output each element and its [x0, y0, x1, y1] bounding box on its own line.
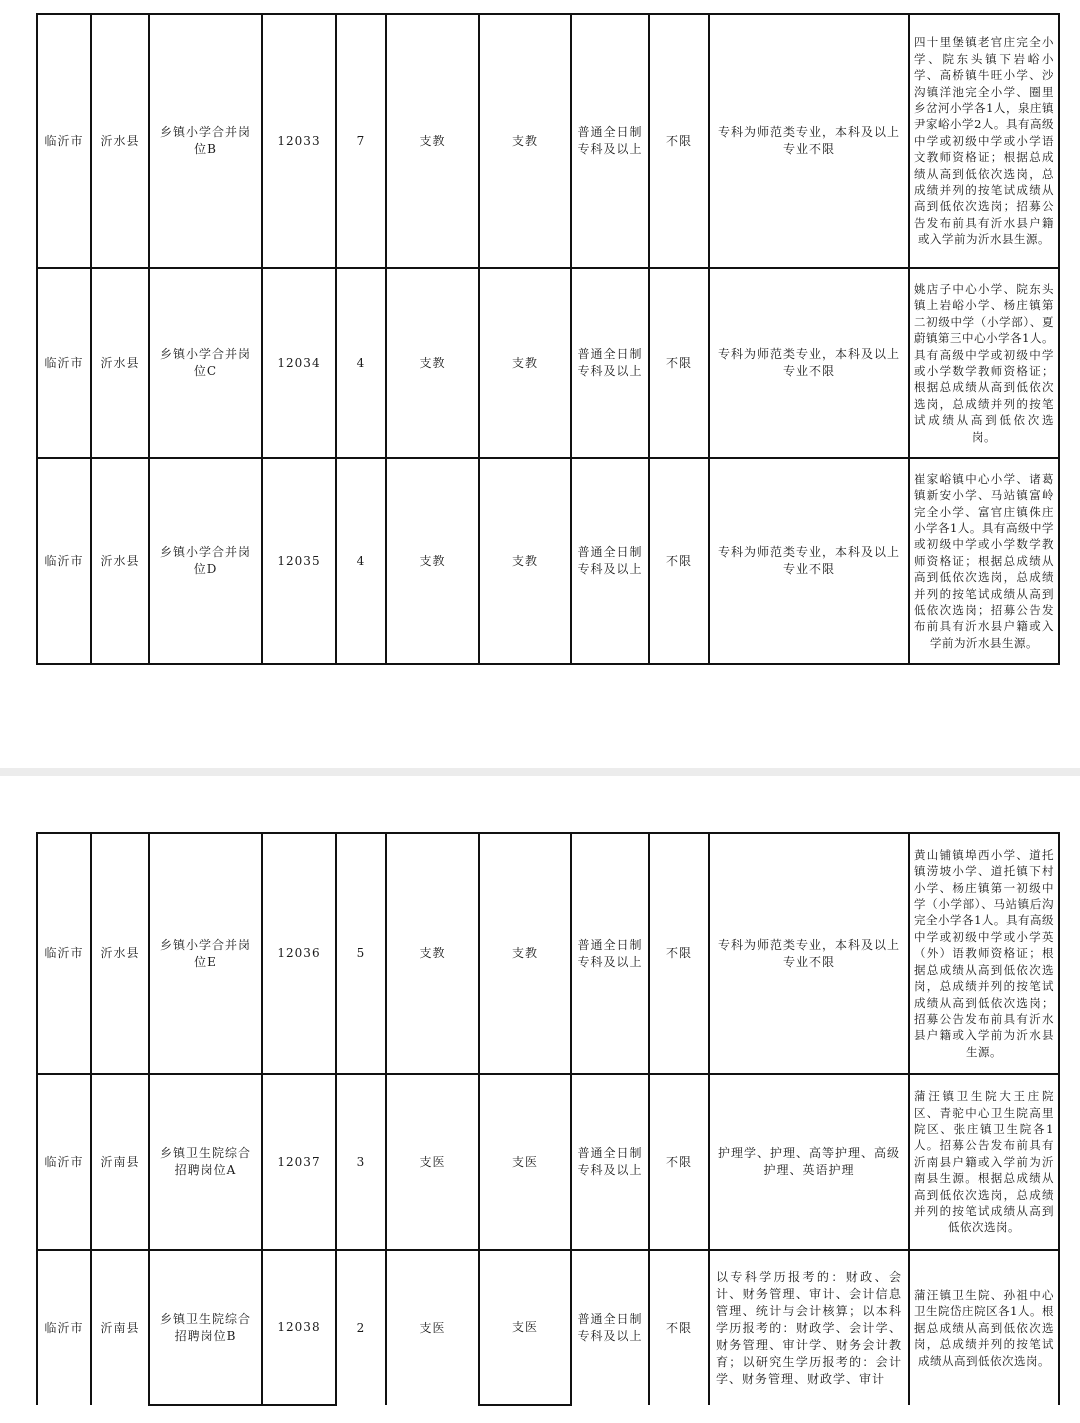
type-cell: 支医	[386, 1074, 479, 1250]
county-cell: 沂水县	[91, 833, 149, 1074]
recruitment-table-1	[36, 13, 1060, 665]
degree-cell: 不限	[649, 833, 709, 1074]
county-cell: 沂水县	[91, 14, 149, 268]
note-cell: 黄山铺镇埠西小学、道托镇涝坡小学、道托镇下村小学、杨庄镇第一初级中学（小学部）、马站镇后沟完全小学各1人。具有高级中学或初级中学或小学英（外）语教师资格证；根据总成绩从高到低依次选岗，总成绩并列的按笔试成绩从高到低依次选岗；招募公告发布前具有沂水县户籍或入学前为沂水县生源。	[909, 833, 1059, 1074]
note-cell: 四十里堡镇老官庄完全小学、院东头镇下岩峪小学、高桥镇牛旺小学、沙沟镇洋池完全小学、圈里乡岔河小学各1人，泉庄镇尹家峪小学2人。具有高级中学或初级中学或小学语文教师资格证；根据总成绩从高到低依次选岗，总成绩并列的按笔试成绩从高到低依次选岗；招募公告发布前具有沂水县户籍或入学前为沂水县生源。	[909, 14, 1059, 268]
position-cell: 乡镇卫生院综合招聘岗位A	[149, 1074, 262, 1250]
education-cell: 普通全日制专科及以上	[571, 1074, 649, 1250]
city-cell: 临沂市	[37, 458, 91, 664]
table-page-1	[36, 13, 1058, 665]
city-cell: 临沂市	[37, 1250, 91, 1405]
type-cell: 支教	[386, 268, 479, 458]
table-row	[37, 833, 1059, 1074]
code-cell: 12038	[262, 1250, 336, 1405]
code-cell: 12033	[262, 14, 336, 268]
note-cell: 蒲汪镇卫生院、孙祖中心卫生院岱庄院区各1人。根据总成绩从高到低依次选岗，总成绩并列的按笔试成绩从高到低依次选岗。	[909, 1250, 1059, 1405]
position-cell: 乡镇卫生院综合招聘岗位B	[149, 1250, 262, 1405]
position-cell: 乡镇小学合并岗位C	[149, 268, 262, 458]
major-cell: 专科为师范类专业，本科及以上专业不限	[709, 833, 909, 1074]
note-cell: 姚店子中心小学、院东头镇上岩峪小学、杨庄镇第二初级中学（小学部）、夏蔚镇第三中心小学各1人。具有高级中学或初级中学或小学数学教师资格证；根据总成绩从高到低依次选岗，总成绩并列的按笔试成绩从高到低依次选岗。	[909, 268, 1059, 458]
count-cell: 3	[336, 1074, 386, 1250]
table-row	[37, 1074, 1059, 1250]
count-cell: 2	[336, 1250, 386, 1405]
post-class-cell: 支教	[479, 14, 571, 268]
education-cell: 普通全日制专科及以上	[571, 268, 649, 458]
education-cell: 普通全日制专科及以上	[571, 458, 649, 664]
code-cell: 12035	[262, 458, 336, 664]
table-row	[37, 458, 1059, 664]
major-cell: 专科为师范类专业，本科及以上专业不限	[709, 14, 909, 268]
type-cell: 支医	[386, 1250, 479, 1405]
county-cell: 沂南县	[91, 1250, 149, 1405]
county-cell: 沂南县	[91, 1074, 149, 1250]
city-cell: 临沂市	[37, 14, 91, 268]
post-class-cell: 支教	[479, 268, 571, 458]
count-cell: 7	[336, 14, 386, 268]
major-cell: 以专科学历报考的：财政、会计、财务管理、审计、会计信息管理、统计与会计核算；以本科学历报考的：财政学、会计学、财务管理、审计学、财务会计教育；以研究生学历报考的：会计学、财务管理、财政学、审计	[709, 1250, 909, 1405]
education-cell: 普通全日制专科及以上	[571, 833, 649, 1074]
city-cell: 临沂市	[37, 833, 91, 1074]
note-cell: 崔家峪镇中心小学、诸葛镇新安小学、马站镇富岭完全小学、富官庄镇侏庄小学各1人。具有高级中学或初级中学或小学数学教师资格证；根据总成绩从高到低依次选岗，总成绩并列的按笔试成绩从高到低依次选岗；招募公告发布前具有沂水县户籍或入学前为沂水县生源。	[909, 458, 1059, 664]
major-cell: 专科为师范类专业，本科及以上专业不限	[709, 458, 909, 664]
position-cell: 乡镇小学合并岗位B	[149, 14, 262, 268]
type-cell: 支教	[386, 14, 479, 268]
education-cell: 普通全日制专科及以上	[571, 14, 649, 268]
major-cell: 专科为师范类专业，本科及以上专业不限	[709, 268, 909, 458]
degree-cell: 不限	[649, 14, 709, 268]
type-cell: 支教	[386, 458, 479, 664]
table-row	[37, 14, 1059, 268]
county-cell: 沂水县	[91, 268, 149, 458]
post-class-cell: 支教	[479, 833, 571, 1074]
count-cell: 5	[336, 833, 386, 1074]
recruitment-table-2	[36, 832, 1060, 1406]
code-cell: 12036	[262, 833, 336, 1074]
code-cell: 12037	[262, 1074, 336, 1250]
position-cell: 乡镇小学合并岗位E	[149, 833, 262, 1074]
post-class-cell: 支教	[479, 458, 571, 664]
city-cell: 临沂市	[37, 268, 91, 458]
note-cell: 蒲汪镇卫生院大王庄院区、青驼中心卫生院高里院区、张庄镇卫生院各1人。招募公告发布前具有沂南县户籍或入学前为沂南县生源。根据总成绩从高到低依次选岗，总成绩并列的按笔试成绩从高到低依次选岗。	[909, 1074, 1059, 1250]
post-class-cell: 支医	[479, 1074, 571, 1250]
table-row	[37, 268, 1059, 458]
county-cell: 沂水县	[91, 458, 149, 664]
degree-cell: 不限	[649, 1074, 709, 1250]
education-cell: 普通全日制专科及以上	[571, 1250, 649, 1405]
city-cell: 临沂市	[37, 1074, 91, 1250]
count-cell: 4	[336, 458, 386, 664]
post-class-cell: 支医	[479, 1250, 571, 1405]
type-cell: 支教	[386, 833, 479, 1074]
major-cell: 护理学、护理、高等护理、高级护理、英语护理	[709, 1074, 909, 1250]
table-row	[37, 1250, 1059, 1405]
degree-cell: 不限	[649, 458, 709, 664]
degree-cell: 不限	[649, 1250, 709, 1405]
page-divider	[0, 768, 1080, 776]
count-cell: 4	[336, 268, 386, 458]
degree-cell: 不限	[649, 268, 709, 458]
table-page-2	[36, 832, 1058, 1406]
code-cell: 12034	[262, 268, 336, 458]
position-cell: 乡镇小学合并岗位D	[149, 458, 262, 664]
